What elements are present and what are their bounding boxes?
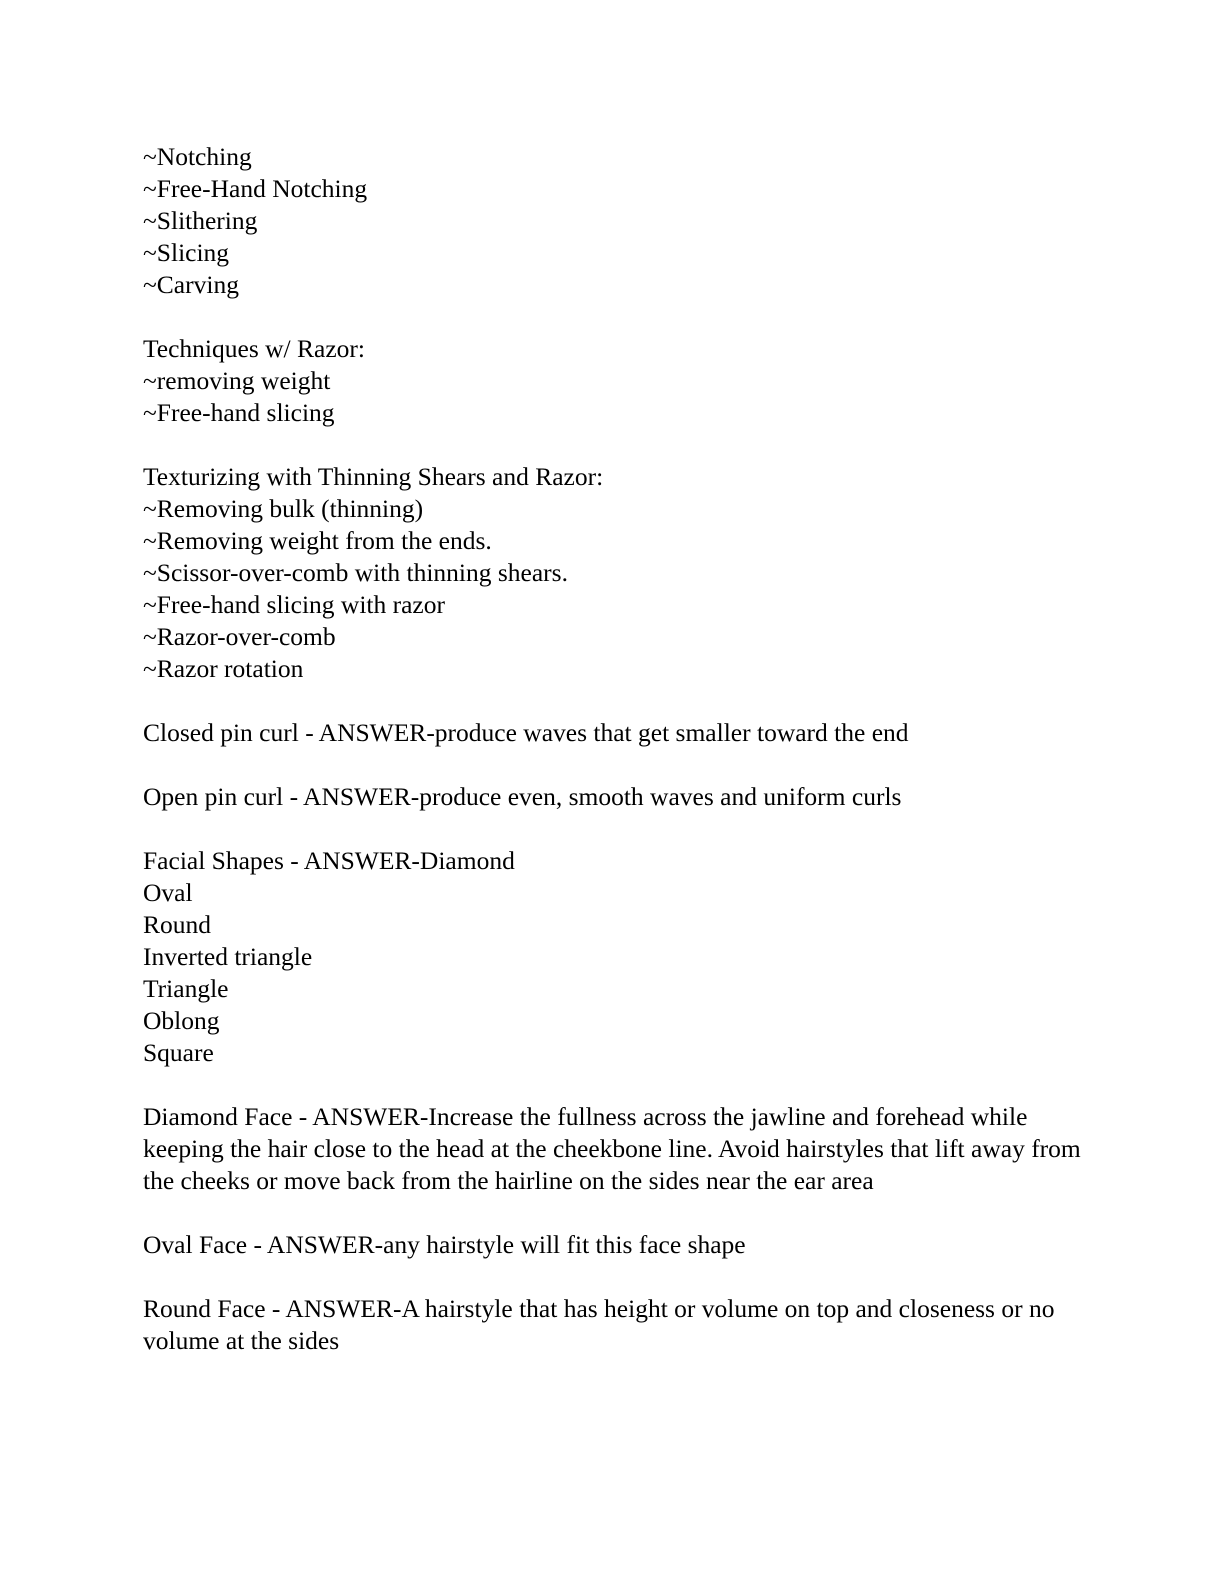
list-item: Square [143,1038,214,1067]
list-item: ~Removing bulk (thinning) [143,494,424,523]
list-item: Inverted triangle [143,942,313,971]
list-item: ~Notching [143,142,252,171]
list-item: ~removing weight [143,366,331,395]
list-item: ~Free-hand slicing with razor [143,590,445,619]
list-item: ~Free-Hand Notching [143,174,368,203]
list-item: ~Slithering [143,206,258,235]
list-item: ~Scissor-over-comb with thinning shears. [143,558,568,587]
razor-techniques-section [143,333,1083,429]
diamond-face-answer: Diamond Face - ANSWER-Increase the fullness across the jawline and forehead while keeping the hair close to the head at the cheekbone line. Avoid hairstyles that lift away from the cheeks or move back from the hairline on the sides near the ear area [143,1102,1081,1195]
paragraph-gap [143,429,1083,461]
paragraph-gap [143,1261,1083,1293]
list-item: ~Free-hand slicing [143,398,335,427]
list-item: ~Slicing [143,238,230,267]
paragraph-gap [143,301,1083,333]
list-item: Round [143,910,212,939]
document-body [143,141,1083,1357]
list-item: ~Removing weight from the ends. [143,526,492,555]
oval-face-answer: Oval Face - ANSWER-any hairstyle will fit this face shape [143,1230,746,1259]
list-item: Triangle [143,974,229,1003]
list-item: Oval [143,878,193,907]
open-pin-curl-answer: Open pin curl - ANSWER-produce even, smooth waves and uniform curls [143,782,902,811]
list-item: ~Razor-over-comb [143,622,336,651]
paragraph-gap [143,1197,1083,1229]
cutting-techniques-list [143,141,1083,301]
list-item: ~Razor rotation [143,654,304,683]
paragraph-gap [143,1069,1083,1101]
paragraph-gap [143,749,1083,781]
round-face-answer: Round Face - ANSWER-A hairstyle that has height or volume on top and closeness or no volume at the sides [143,1294,1055,1355]
section-heading: Texturizing with Thinning Shears and Razor: [143,462,604,491]
texturizing-section [143,461,1083,685]
section-heading: Techniques w/ Razor: [143,334,365,363]
list-item: ~Carving [143,270,239,299]
closed-pin-curl-answer: Closed pin curl - ANSWER-produce waves that get smaller toward the end [143,718,909,747]
section-heading: Facial Shapes - ANSWER-Diamond [143,846,515,875]
facial-shapes-section [143,845,1083,1069]
paragraph-gap [143,813,1083,845]
paragraph-gap [143,685,1083,717]
list-item: Oblong [143,1006,220,1035]
